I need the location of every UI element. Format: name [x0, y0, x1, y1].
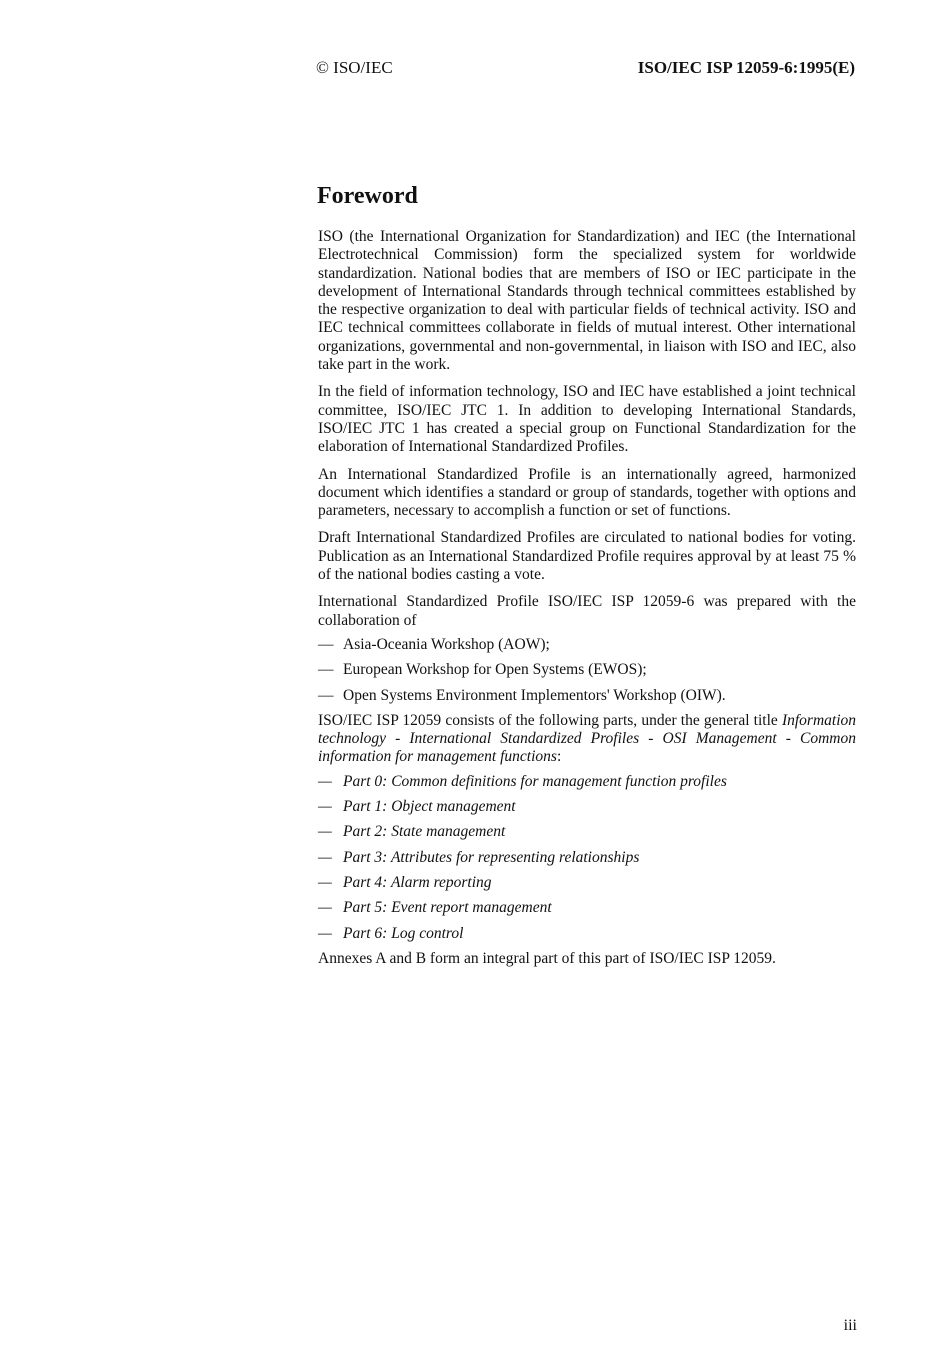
list-item-text: Part 1: Object management	[343, 798, 516, 816]
parts-intro-text: ISO/IEC ISP 12059 consists of the following parts, under the general title	[318, 711, 778, 729]
parts-intro-suffix: :	[556, 748, 562, 766]
list-item-text: Part 2: State management	[343, 823, 506, 841]
header-copyright: © ISO/IEC	[316, 58, 393, 77]
paragraph-isp-definition: An International Standardized Profile is an internationally agreed, harmonized document which identifies a standard or group of standards, together with options and parameters, necessary to accomplish a function or set of functions.	[318, 465, 856, 520]
dash-bullet: —	[318, 873, 332, 891]
dash-bullet: —	[318, 635, 334, 653]
parts-general-title: Information technology - International Standardized Profiles - OSI Management - Common information for management functions	[318, 711, 857, 766]
list-item	[318, 687, 856, 705]
list-item-text: Part 4: Alarm reporting	[343, 873, 492, 891]
list-item	[318, 823, 856, 841]
paragraph-jtc1: In the field of information technology, ISO and IEC have established a joint technical committee, ISO/IEC JTC 1. In addition to developing International Standards, ISO/IEC JTC 1 has created a special group on Functional Standardization for the elaboration of International Standardized Profiles.	[318, 383, 856, 456]
list-item	[318, 661, 856, 679]
header-document-id: ISO/IEC ISP 12059-6:1995(E)	[637, 58, 855, 77]
parts-intro	[318, 712, 856, 767]
dash-bullet: —	[318, 686, 334, 704]
foreword-body	[318, 228, 856, 977]
list-item	[318, 773, 856, 791]
paragraph-voting: Draft International Standardized Profiles are circulated to national bodies for voting. Publication as an International Standardized Profile requires approval by at least 75 % of the national bodies casting a vote.	[318, 529, 856, 584]
list-item	[318, 849, 856, 867]
list-item-text: European Workshop for Open Systems (EWOS);	[343, 661, 647, 679]
dash-bullet: —	[318, 661, 334, 679]
list-item-text: Open Systems Environment Implementors' Workshop (OIW).	[343, 686, 726, 704]
list-item	[318, 636, 856, 654]
list-item-text: Part 6: Log control	[343, 924, 464, 942]
list-item	[318, 925, 856, 943]
dash-bullet: —	[318, 848, 332, 866]
dash-bullet: —	[318, 798, 332, 816]
collaboration-intro: International Standardized Profile ISO/IEC ISP 12059-6 was prepared with the collaboration of	[318, 593, 856, 629]
dash-bullet: —	[318, 823, 332, 841]
list-item-text: Part 0: Common definitions for management function profiles	[343, 772, 727, 790]
page-title: Foreword	[317, 183, 418, 209]
dash-bullet: —	[318, 924, 332, 942]
dash-bullet: —	[318, 772, 332, 790]
list-item	[318, 874, 856, 892]
dash-bullet: —	[318, 899, 332, 917]
list-item	[318, 798, 856, 816]
annex-note: Annexes A and B form an integral part of this part of ISO/IEC ISP 12059.	[318, 949, 776, 967]
list-item-text: Asia-Oceania Workshop (AOW);	[343, 635, 550, 653]
parts-list	[318, 773, 856, 943]
list-item	[318, 899, 856, 917]
list-item-text: Part 3: Attributes for representing relationships	[343, 848, 640, 866]
collaboration-list	[318, 636, 856, 705]
list-item-text: Part 5: Event report management	[343, 899, 552, 917]
page-number: iii	[843, 1317, 857, 1334]
paragraph-iso-iec: ISO (the International Organization for Standardization) and IEC (the International Electrotechnical Commission) form the specialized system for worldwide standardization. National bodies that are members of ISO or IEC participate in the development of International Standards through technical committees established by the respective organization to deal with particular fields of technical activity. ISO and IEC technical committees collaborate in fields of mutual interest. Other international organizations, governmental and non-governmental, in liaison with ISO and IEC, also take part in the work.	[318, 228, 856, 374]
